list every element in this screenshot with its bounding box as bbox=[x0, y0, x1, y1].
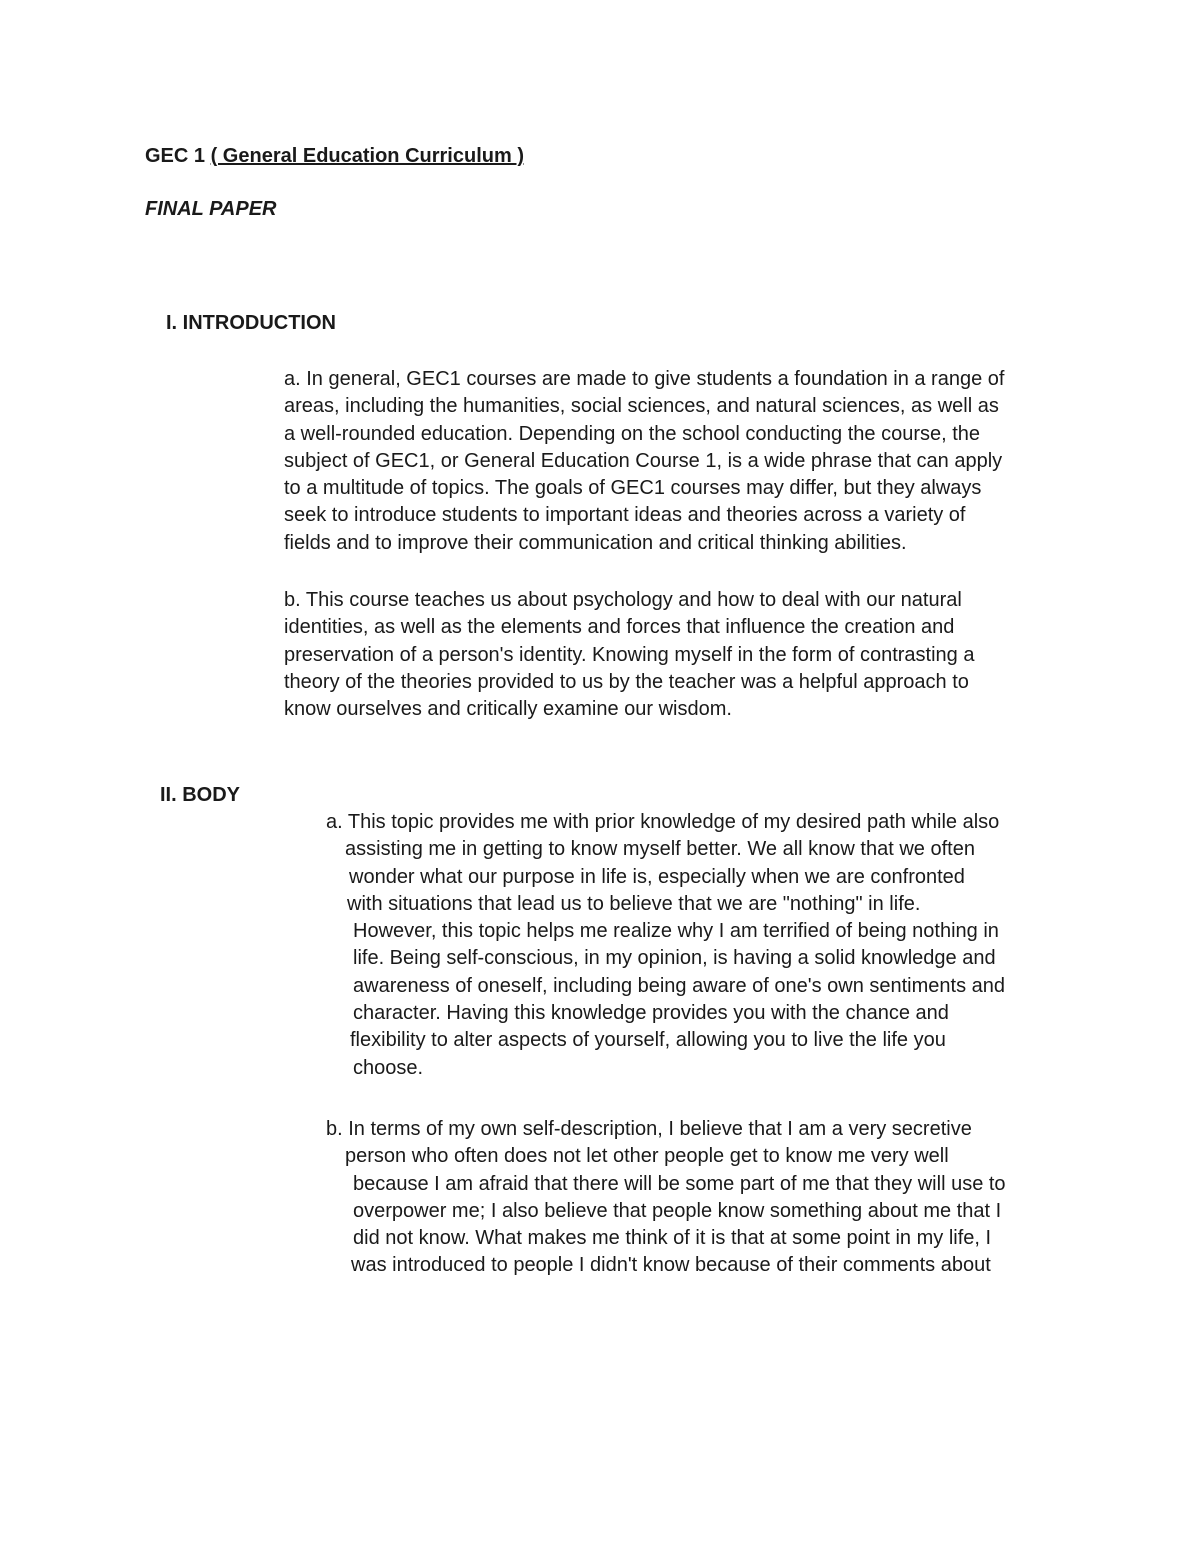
text-line: assisting me in getting to know myself better. We all know that we often bbox=[345, 838, 975, 861]
text-line: However, this topic helps me realize why I am terrified of being nothing in bbox=[353, 920, 999, 943]
body-heading: II. BODY bbox=[160, 784, 241, 806]
text-line: preservation of a person's identity. Knowing myself in the form of contrasting a bbox=[284, 643, 975, 666]
document-subtitle: FINAL PAPER bbox=[145, 198, 277, 220]
body-paragraph-b bbox=[326, 1116, 1006, 1280]
introduction-heading: I. INTRODUCTION bbox=[166, 312, 336, 334]
text-line: seek to introduce students to important ideas and theories across a variety of bbox=[284, 504, 966, 527]
text-line: did not know. What makes me think of it is that at some point in my life, I bbox=[353, 1227, 992, 1250]
text-line: flexibility to alter aspects of yourself, allowing you to live the life you bbox=[350, 1029, 946, 1052]
text-line: overpower me; I also believe that people know something about me that I bbox=[353, 1199, 1002, 1222]
text-line: because I am afraid that there will be some part of me that they will use to bbox=[353, 1172, 1006, 1195]
text-line: was introduced to people I didn't know because of their comments about bbox=[351, 1254, 991, 1277]
document-title bbox=[145, 145, 524, 168]
text-line: awareness of oneself, including being aware of one's own sentiments and bbox=[353, 974, 1006, 997]
title-underlined: ( General Education Curriculum ) bbox=[210, 145, 524, 167]
text-line: a. In general, GEC1 courses are made to give students a foundation in a range of bbox=[284, 368, 1005, 390]
text-line: wonder what our purpose in life is, especially when we are confronted bbox=[349, 865, 965, 888]
text-line: to a multitude of topics. The goals of GEC1 courses may differ, but they always bbox=[284, 477, 982, 500]
text-line: b. In terms of my own self-description, I believe that I am a very secretive bbox=[326, 1118, 972, 1140]
text-line: choose. bbox=[353, 1056, 424, 1079]
text-line: a. This topic provides me with prior knowledge of my desired path while also bbox=[326, 811, 1000, 833]
text-line: areas, including the humanities, social sciences, and natural sciences, as well as bbox=[284, 395, 999, 418]
text-line: with situations that lead us to believe that we are "nothing" in life. bbox=[347, 892, 921, 915]
text-line: know ourselves and critically examine our wisdom. bbox=[284, 698, 732, 721]
text-line: theory of the theories provided to us by the teacher was a helpful approach to bbox=[284, 670, 969, 693]
text-line: fields and to improve their communication and critical thinking abilities. bbox=[284, 531, 907, 554]
introduction-paragraph-b bbox=[284, 587, 974, 723]
title-prefix: GEC 1 bbox=[145, 145, 206, 167]
text-line: identities, as well as the elements and forces that influence the creation and bbox=[284, 616, 955, 639]
text-line: person who often does not let other people get to know me very well bbox=[345, 1145, 949, 1168]
text-line: life. Being self-conscious, in my opinion, is having a solid knowledge and bbox=[353, 947, 996, 970]
text-line: subject of GEC1, or General Education Course 1, is a wide phrase that can apply bbox=[284, 449, 1003, 472]
text-line: b. This course teaches us about psychology and how to deal with our natural bbox=[284, 589, 962, 611]
introduction-paragraph-a bbox=[284, 366, 1004, 557]
body-paragraph-a bbox=[326, 809, 1005, 1082]
text-line: character. Having this knowledge provides you with the chance and bbox=[353, 1002, 949, 1025]
text-line: a well-rounded education. Depending on the school conducting the course, the bbox=[284, 422, 981, 445]
